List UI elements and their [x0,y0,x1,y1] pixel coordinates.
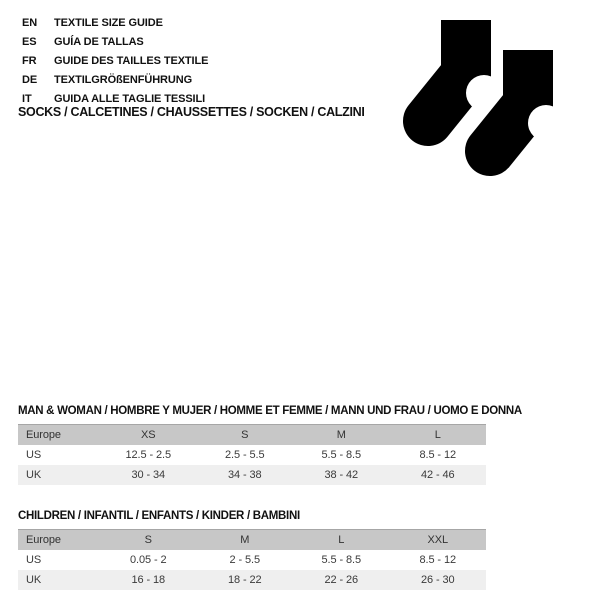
size-value: 34 - 38 [227,468,262,481]
size-value: 12.5 - 2.5 [125,448,171,461]
socks-icon-svg [398,10,568,182]
size-value: 5.5 - 8.5 [321,448,361,461]
row-label: US [26,448,42,461]
size-value: 2 - 5.5 [229,553,260,566]
row-label: US [26,553,42,566]
table-header-row [18,425,486,445]
table-row-us [18,550,486,570]
size-value: 2.5 - 5.5 [225,448,265,461]
column-header: L [338,533,345,546]
size-value: 8.5 - 12 [419,553,456,566]
size-value: 18 - 22 [227,573,262,586]
size-value: 26 - 30 [420,573,455,586]
size-table [18,424,486,485]
column-header: XS [141,428,156,441]
table-row-us [18,445,486,465]
column-header: S [144,533,152,546]
size-value: 22 - 26 [324,573,359,586]
language-label: GUIDA ALLE TAGLIE TESSILI [54,93,206,105]
table-row-uk [18,570,486,590]
column-header: S [241,428,249,441]
column-header: XXL [427,533,448,546]
column-header: Europe [26,533,61,546]
language-code: EN [22,17,38,29]
language-label: GUIDE DES TAILLES TEXTILE [54,55,209,67]
size-value: 8.5 - 12 [419,448,456,461]
size-value: 30 - 34 [131,468,166,481]
row-label: UK [26,573,42,586]
language-label: TEXTILGRÖßENFÜHRUNG [54,74,193,86]
row-label: UK [26,468,42,481]
language-row-es [22,33,208,52]
size-value: 38 - 42 [324,468,359,481]
size-table-man-woman [18,405,522,485]
language-row-de [22,71,208,90]
language-row-fr [22,52,208,71]
size-table-children [18,510,486,590]
language-code: FR [22,55,37,67]
table-row-uk [18,465,486,485]
column-header: L [434,428,441,441]
size-value: 42 - 46 [420,468,455,481]
language-label: GUÍA DE TALLAS [54,36,144,48]
table-header-row [18,530,486,550]
table-title: MAN & WOMAN / HOMBRE Y MUJER / HOMME ET FEMME / MANN UND FRAU / UOMO E DONNA [18,405,522,417]
socks-icon [398,10,568,182]
language-code: ES [22,36,37,48]
language-label: TEXTILE SIZE GUIDE [54,17,163,29]
size-value: 16 - 18 [131,573,166,586]
size-table [18,529,486,590]
size-value: 5.5 - 8.5 [321,553,361,566]
category-title: SOCKS / CALCETINES / CHAUSSETTES / SOCKEN / CALZINI [18,105,365,119]
language-code: IT [22,93,32,105]
column-header: Europe [26,428,61,441]
size-value: 0.05 - 2 [129,553,167,566]
column-header: M [336,428,346,441]
column-header: M [240,533,250,546]
language-row-en [22,14,208,33]
table-title: CHILDREN / INFANTIL / ENFANTS / KINDER / BAMBINI [18,510,300,522]
language-list [22,14,208,109]
language-code: DE [22,74,38,86]
